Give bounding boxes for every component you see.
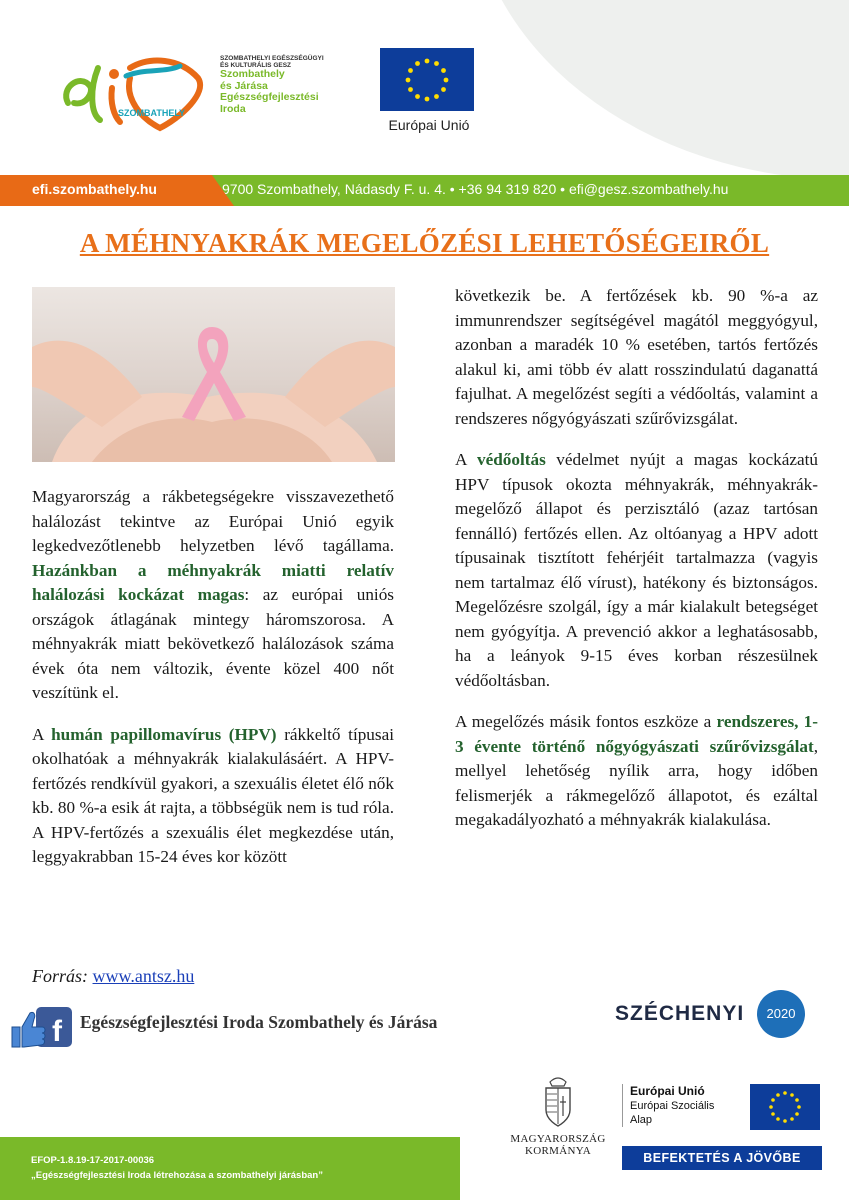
eu-logo bbox=[380, 48, 478, 133]
efi-logo-text: SZOMBATHELY bbox=[118, 108, 186, 118]
highlight-text: védőoltás bbox=[477, 450, 546, 469]
right-column bbox=[455, 284, 818, 850]
project-footer bbox=[0, 1137, 460, 1200]
gov-line-1: MAGYARORSZÁG bbox=[510, 1133, 606, 1145]
highlight-text: humán papillomavírus (HPV) bbox=[51, 724, 277, 744]
highlight-text: Hazánkban a méhnyakrák miatti relatív halálozási kockázat magas bbox=[32, 560, 394, 604]
szechenyi-name: SZÉCHENYI bbox=[615, 1002, 745, 1025]
eu-label: Európai Unió bbox=[388, 117, 470, 133]
gov-line-2: KORMÁNYA bbox=[525, 1145, 591, 1157]
page-title: A MÉHNYAKRÁK MEGELŐZÉSI LEHETŐSÉGEIRŐL bbox=[79, 228, 770, 258]
szechenyi-year: 2020 bbox=[757, 990, 805, 1038]
facebook-like-icon[interactable] bbox=[8, 1005, 74, 1051]
text-segment: A bbox=[455, 450, 478, 469]
esza-line-1: Európai Unió bbox=[630, 1084, 705, 1098]
contact-details-bar bbox=[212, 175, 849, 206]
hungarian-government-logo bbox=[508, 1072, 608, 1157]
project-title: „Egészségfejlesztési Iroda létrehozása a szombathelyi járásban” bbox=[31, 1170, 323, 1181]
text-segment: : az európai uniós országok átlagának mintegy háromszorosa. A méhnyakrák miatt bekövetkező halálozások száma évek óta nem változik, évente közel 400 nőt veszítünk el. bbox=[32, 585, 394, 702]
contact-details: 9700 Szombathely, Nádasdy F. u. 4. • +36 94 319 820 • efi@gesz.szombathely.hu bbox=[222, 181, 729, 197]
efi-logo bbox=[60, 48, 210, 138]
text-segment: védelmet nyújt a magas kockázatú HPV típusok okozta méhnyakrák, méhnyakrák-megelőző állapot és perzisztáló (azaz tartósan fennálló) fertőzés ellen. Az oltóanyag a HPV adott típusainak tisztított fehérjéit tartalmazza (vagyis nem tartalmaz élő vírust), hatékony és biztonságos. Megelőzésre szolgál, így a már kialakult betegséget nem gyógyítja. A prevenció akkor a leghatásosabb, ha a leányok 9-15 éves korban részesülnek védőoltásban. bbox=[455, 450, 819, 690]
eu-flag-small-icon bbox=[750, 1084, 820, 1130]
org-name-line-1: Szombathely bbox=[220, 68, 285, 81]
left-column bbox=[32, 485, 394, 887]
text-segment: Magyarország a rákbetegségekre visszavezethető halálozást tekintve az Európai Unió egyik legkedvezőtlenebb helyzetben lévő tagállama. bbox=[32, 487, 394, 555]
eu-flag-icon bbox=[380, 48, 474, 111]
org-small-line-1: SZOMBATHELYI EGÉSZSÉGÜGYI bbox=[220, 55, 324, 62]
website-link[interactable]: efi.szombathely.hu bbox=[32, 181, 157, 197]
paragraph-eu-statistics bbox=[32, 485, 394, 706]
esza-line-2: Európai Szociális bbox=[630, 1100, 715, 1112]
paragraph-infection: következik be. A fertőzések kb. 90 %-a az immunrendszer segítségével magától meggyógyul, azonban a maradék 10 % esetében, tartós fertőzés alakul ki, ami több év alatt rosszindulatú daganattá fajulhat. A megelőzést segíti a védőoltás, valamint a rendszeres nőgyógyászati szűrővizsgálat. bbox=[455, 286, 818, 428]
source-link[interactable]: www.antsz.hu bbox=[92, 966, 195, 986]
esza-slogan: BEFEKTETÉS A JÖVŐBE bbox=[622, 1146, 822, 1170]
facebook-letter: f bbox=[52, 1015, 62, 1048]
text-segment: , mellyel lehetőség nyílik arra, hogy időben felismerjék a rákmegelőző állapotot, és ezáltal megakadályozható a méhnyakrák kialakulása. bbox=[455, 736, 818, 829]
org-name-line-2: és Járása bbox=[220, 79, 268, 92]
szechenyi-2020-logo bbox=[615, 990, 815, 1050]
esza-logo bbox=[622, 1082, 822, 1174]
text-segment: A bbox=[32, 724, 52, 744]
highlight-text: rendszeres, 1-3 évente történő nőgyógyászati szűrővizsgálat bbox=[455, 712, 819, 756]
org-name-line-4: Iroda bbox=[220, 102, 246, 115]
org-name-line-3: Egészségfejlesztési bbox=[220, 91, 319, 104]
paragraph-screening bbox=[455, 710, 818, 833]
org-small-line-2: ÉS KULTURÁLIS GESZ bbox=[220, 62, 292, 70]
text-segment: A megelőzés másik fontos eszköze a bbox=[455, 712, 717, 731]
esza-text bbox=[622, 1084, 714, 1127]
source-line bbox=[32, 966, 194, 987]
header-background-curve bbox=[470, 0, 849, 180]
organization-name bbox=[220, 55, 324, 115]
facebook-page-name[interactable]: Egészségfejlesztési Iroda Szombathely és Járása bbox=[80, 1012, 438, 1032]
hungarian-crest-icon bbox=[541, 1072, 575, 1128]
pink-ribbon-photo bbox=[32, 287, 395, 462]
text-segment: rákkeltő típusai okolhatóak a méhnyakrák kialakulásáért. A HPV-fertőzés rendkívül gyakori, a szexuális életet élő nők kb. 80 %-a esik át rajta, a többségük nem is tud róla. A HPV-fertőzés a szexuális élet megkezdése után, leggyakrabban 15-24 éves kor között bbox=[32, 724, 394, 866]
source-label: Forrás: bbox=[32, 966, 89, 986]
paragraph-hpv bbox=[32, 723, 394, 870]
paragraph-vaccination bbox=[455, 448, 818, 693]
esza-line-3: Alap bbox=[630, 1114, 653, 1126]
project-code: EFOP-1.8.19-17-2017-00036 bbox=[31, 1155, 155, 1166]
